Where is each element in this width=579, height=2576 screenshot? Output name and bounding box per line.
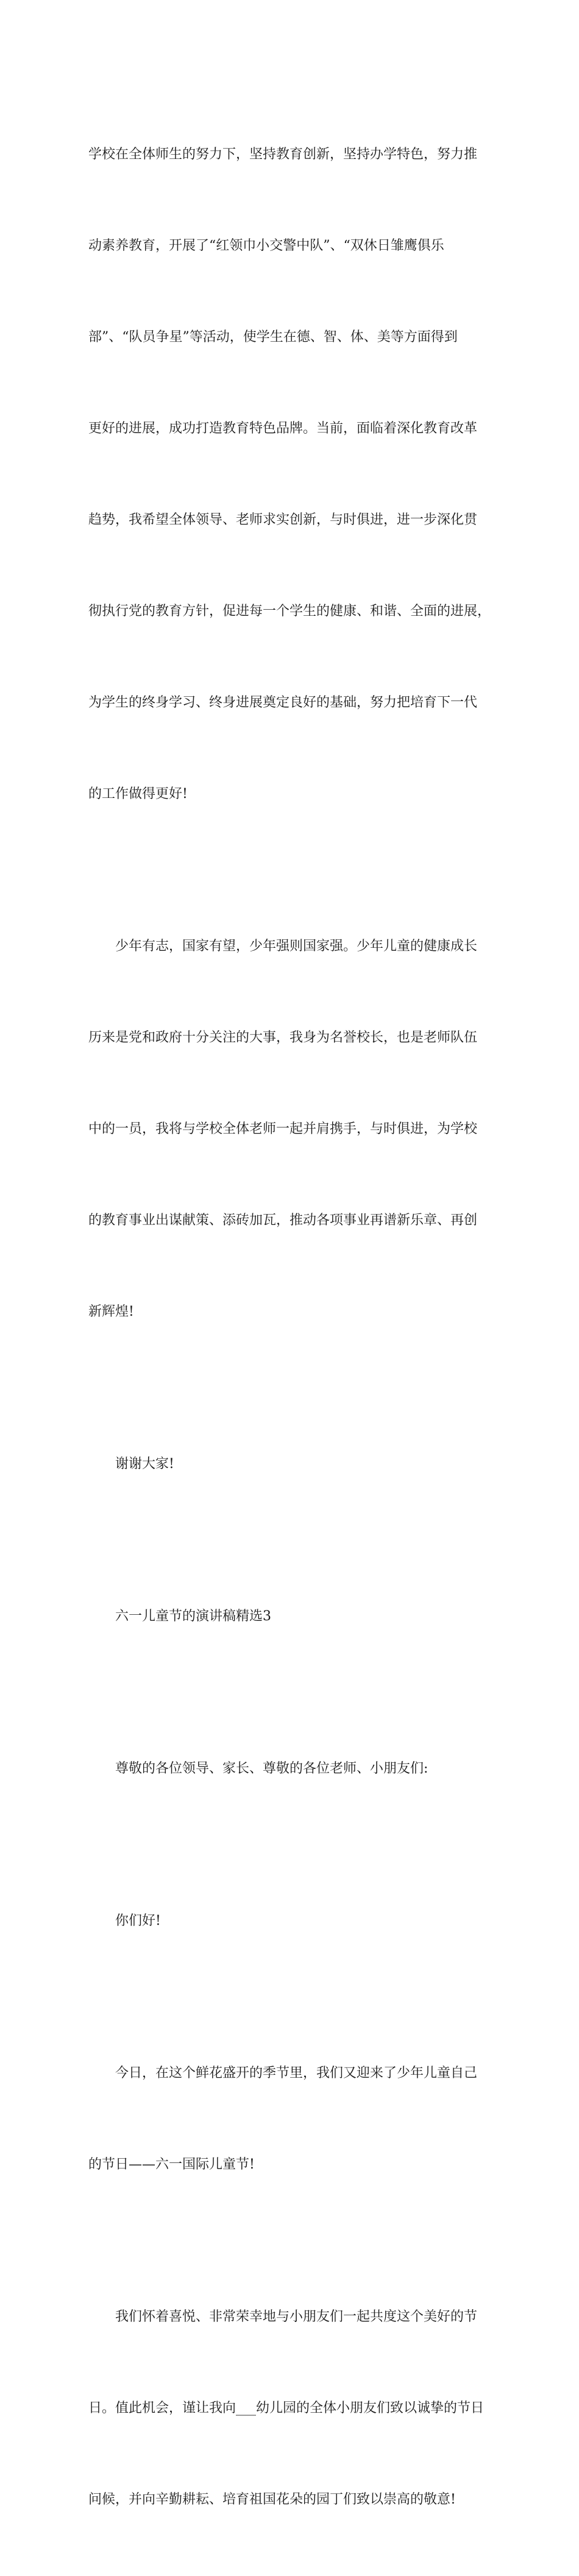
text-line: 新辉煌! — [88, 1304, 134, 1319]
text-line: 谢谢大家! — [115, 1456, 174, 1472]
text-line: 的教育事业出谋献策、添砖加瓦，推动各项事业再谱新乐章、再创 — [88, 1213, 478, 1228]
document-body — [88, 79, 503, 2576]
text-line: 日。值此机会，谨让我向___幼儿园的全体小朋友们致以诚挚的节日 — [88, 2401, 485, 2416]
paragraph — [88, 1997, 503, 2241]
paragraph — [88, 1388, 503, 1540]
text-line: 彻执行党的教育方针，促进每一个学生的健康、和谐、全面的进展， — [88, 604, 491, 619]
text-line: 为学生的终身学习、终身进展奠定良好的基础，努力把培育下一代 — [88, 695, 478, 710]
text-line: 更好的进展，成功打造教育特色品牌。当前，面临着深化教育改革 — [88, 421, 478, 436]
text-line: 部”、“队员争星”等活动，使学生在德、智、体、美等方面得到 — [88, 330, 458, 345]
text-line: 趋势，我希望全体领导、老师求实创新，与时俱进，进一步深化贯 — [88, 512, 478, 528]
paragraph — [88, 1845, 503, 1997]
text-line: 问候，并向辛勤耕耘、培育祖国花朵的园丁们致以崇高的敬意! — [88, 2492, 456, 2507]
section-heading — [88, 1540, 503, 1693]
paragraph — [88, 79, 503, 870]
text-line: 少年有志，国家有望，少年强则国家强。少年儿童的健康成长 — [115, 939, 478, 954]
paragraph — [88, 2241, 503, 2576]
text-line: 今日，在这个鲜花盛开的季节里，我们又迎来了少年儿童自己 — [115, 2066, 478, 2081]
text-line: 中的一员，我将与学校全体老师一起并肩携手，与时俱进，为学校 — [88, 1121, 478, 1137]
text-line: 的工作做得更好! — [88, 786, 188, 802]
text-line: 历来是党和政府十分关注的大事，我身为名誉校长，也是老师队伍 — [88, 1030, 478, 1045]
text-line: 你们好! — [115, 1913, 161, 1928]
text-line: 的节日——六一国际儿童节! — [88, 2157, 255, 2172]
text-line: 尊敬的各位领导、家长、尊敬的各位老师、小朋友们: — [115, 1761, 428, 1776]
text-line: 学校在全体师生的努力下，坚持教育创新，坚持办学特色，努力推 — [88, 147, 478, 162]
paragraph — [88, 1693, 503, 1845]
paragraph — [88, 870, 503, 1388]
text-line: 动素养教育，开展了“红领巾小交警中队”、“双休日雏鹰俱乐 — [88, 238, 444, 253]
text-line: 我们怀着喜悦、非常荣幸地与小朋友们一起共度这个美好的节 — [115, 2309, 478, 2324]
text-line: 六一儿童节的演讲稿精选3 — [115, 1609, 271, 1624]
